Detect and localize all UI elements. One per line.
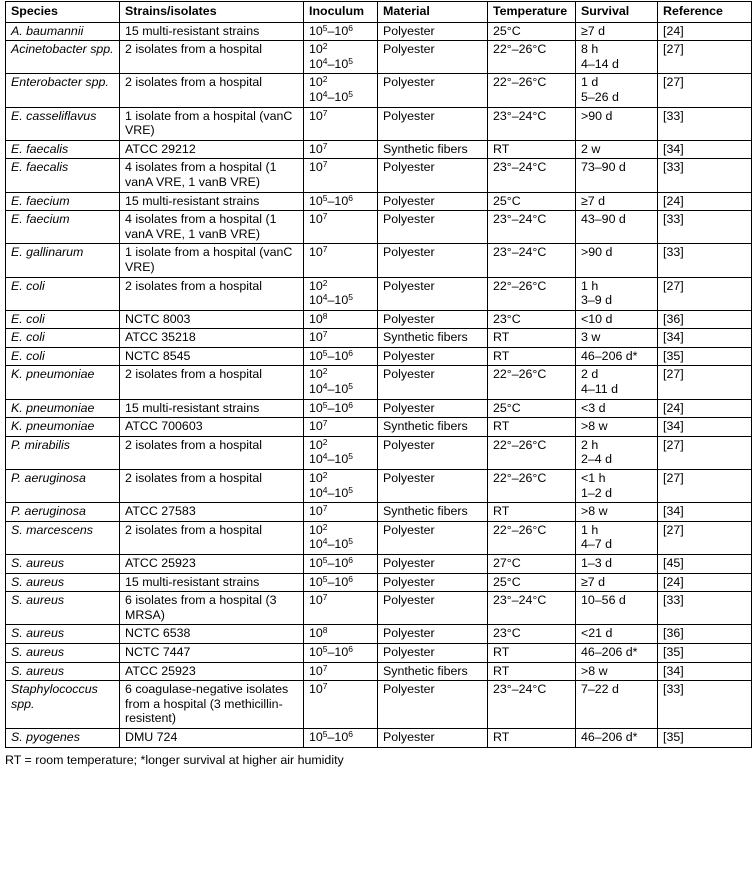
table-row: [6, 662, 752, 681]
cell-species: E. faecium: [6, 192, 120, 211]
cell-inoculum: $10^5-10^6$: [304, 643, 378, 662]
cell-survival: >8 w: [576, 503, 658, 522]
table-row: [6, 74, 752, 107]
cell-temperature: 23°–24°C: [488, 211, 576, 244]
cell-species: E. coli: [6, 347, 120, 366]
cell-temperature: 25°C: [488, 22, 576, 41]
cell-strains: 4 isolates from a hospital (1 vanA VRE, 1 vanB VRE): [120, 211, 304, 244]
cell-inoculum: $10^7$: [304, 244, 378, 277]
cell-inoculum: $10^5-10^6$: [304, 347, 378, 366]
cell-temperature: 22°–26°C: [488, 366, 576, 399]
cell-survival: 46–206 d*: [576, 728, 658, 747]
cell-inoculum: $10^8$: [304, 625, 378, 644]
cell-reference: [35]: [658, 347, 752, 366]
cell-temperature: 22°–26°C: [488, 41, 576, 74]
cell-strains: ATCC 35218: [120, 329, 304, 348]
cell-survival: <3 d: [576, 399, 658, 418]
cell-survival: 3 w: [576, 329, 658, 348]
cell-inoculum: $10^7$: [304, 140, 378, 159]
cell-reference: [33]: [658, 592, 752, 625]
cell-species: E. coli: [6, 277, 120, 310]
header-row: [6, 2, 752, 23]
cell-temperature: 23°–24°C: [488, 107, 576, 140]
cell-temperature: 25°C: [488, 573, 576, 592]
cell-reference: [24]: [658, 573, 752, 592]
cell-survival: 1 h 3–9 d: [576, 277, 658, 310]
cell-survival: ≥7 d: [576, 22, 658, 41]
cell-inoculum: $10^2$ $10^4-10^5$: [304, 277, 378, 310]
cell-material: Polyester: [378, 436, 488, 469]
cell-material: Polyester: [378, 277, 488, 310]
cell-survival: 46–206 d*: [576, 347, 658, 366]
cell-strains: 2 isolates from a hospital: [120, 366, 304, 399]
cell-material: Polyester: [378, 107, 488, 140]
cell-material: Polyester: [378, 728, 488, 747]
cell-strains: 6 isolates from a hospital (3 MRSA): [120, 592, 304, 625]
header-species: Species: [6, 2, 120, 23]
cell-reference: [27]: [658, 74, 752, 107]
cell-reference: [33]: [658, 244, 752, 277]
cell-reference: [27]: [658, 470, 752, 503]
cell-strains: ATCC 25923: [120, 662, 304, 681]
cell-species: P. mirabilis: [6, 436, 120, 469]
cell-material: Polyester: [378, 643, 488, 662]
cell-reference: [34]: [658, 503, 752, 522]
cell-strains: NCTC 8003: [120, 310, 304, 329]
cell-species: S. aureus: [6, 573, 120, 592]
cell-reference: [24]: [658, 399, 752, 418]
cell-strains: ATCC 29212: [120, 140, 304, 159]
table-row: [6, 681, 752, 729]
cell-temperature: 23°–24°C: [488, 592, 576, 625]
cell-inoculum: $10^2$ $10^4-10^5$: [304, 41, 378, 74]
table-row: [6, 192, 752, 211]
cell-temperature: RT: [488, 643, 576, 662]
cell-reference: [36]: [658, 310, 752, 329]
table-row: [6, 573, 752, 592]
cell-material: Polyester: [378, 592, 488, 625]
table-row: [6, 643, 752, 662]
cell-material: Polyester: [378, 41, 488, 74]
cell-species: S. aureus: [6, 555, 120, 574]
cell-species: A. baumannii: [6, 22, 120, 41]
cell-temperature: 22°–26°C: [488, 277, 576, 310]
cell-strains: 2 isolates from a hospital: [120, 436, 304, 469]
cell-survival: 43–90 d: [576, 211, 658, 244]
cell-strains: 15 multi-resistant strains: [120, 573, 304, 592]
table-row: [6, 470, 752, 503]
table-row: [6, 503, 752, 522]
cell-reference: [33]: [658, 681, 752, 729]
cell-strains: ATCC 700603: [120, 418, 304, 437]
cell-material: Polyester: [378, 347, 488, 366]
table-row: [6, 107, 752, 140]
cell-material: Polyester: [378, 366, 488, 399]
table-row: [6, 399, 752, 418]
cell-strains: 15 multi-resistant strains: [120, 399, 304, 418]
cell-temperature: 22°–26°C: [488, 436, 576, 469]
cell-material: Synthetic fibers: [378, 140, 488, 159]
cell-inoculum: $10^5-10^6$: [304, 399, 378, 418]
cell-survival: 46–206 d*: [576, 643, 658, 662]
cell-temperature: RT: [488, 418, 576, 437]
table-row: [6, 728, 752, 747]
cell-inoculum: $10^2$ $10^4-10^5$: [304, 521, 378, 554]
cell-reference: [27]: [658, 41, 752, 74]
header-inoculum: Inoculum: [304, 2, 378, 23]
cell-reference: [33]: [658, 159, 752, 192]
cell-reference: [45]: [658, 555, 752, 574]
cell-material: Polyester: [378, 625, 488, 644]
cell-reference: [27]: [658, 277, 752, 310]
table-row: [6, 625, 752, 644]
cell-species: E. coli: [6, 329, 120, 348]
cell-reference: [24]: [658, 192, 752, 211]
table-row: [6, 329, 752, 348]
cell-reference: [34]: [658, 140, 752, 159]
table-row: [6, 521, 752, 554]
cell-material: Synthetic fibers: [378, 662, 488, 681]
cell-inoculum: $10^7$: [304, 681, 378, 729]
survival-table-container: [5, 1, 751, 768]
cell-species: S. aureus: [6, 662, 120, 681]
cell-species: S. aureus: [6, 643, 120, 662]
cell-inoculum: $10^7$: [304, 592, 378, 625]
cell-reference: [34]: [658, 662, 752, 681]
cell-strains: ATCC 25923: [120, 555, 304, 574]
cell-survival: 73–90 d: [576, 159, 658, 192]
cell-species: P. aeruginosa: [6, 470, 120, 503]
cell-temperature: 23°–24°C: [488, 244, 576, 277]
header-material: Material: [378, 2, 488, 23]
cell-strains: NCTC 7447: [120, 643, 304, 662]
cell-material: Polyester: [378, 74, 488, 107]
header-temperature: Temperature: [488, 2, 576, 23]
cell-strains: 2 isolates from a hospital: [120, 277, 304, 310]
cell-species: S. marcescens: [6, 521, 120, 554]
cell-material: Synthetic fibers: [378, 418, 488, 437]
table-row: [6, 592, 752, 625]
cell-inoculum: $10^2$ $10^4-10^5$: [304, 366, 378, 399]
cell-inoculum: $10^7$: [304, 329, 378, 348]
cell-species: Staphylococcus spp.: [6, 681, 120, 729]
cell-species: E. casseliflavus: [6, 107, 120, 140]
cell-material: Synthetic fibers: [378, 503, 488, 522]
cell-strains: ATCC 27583: [120, 503, 304, 522]
table-row: [6, 22, 752, 41]
cell-species: E. faecium: [6, 211, 120, 244]
cell-reference: [34]: [658, 329, 752, 348]
table-row: [6, 418, 752, 437]
cell-strains: 2 isolates from a hospital: [120, 41, 304, 74]
cell-species: S. aureus: [6, 625, 120, 644]
table-row: [6, 159, 752, 192]
cell-strains: 6 coagulase-negative isolates from a hospital (3 methicillin-resistent): [120, 681, 304, 729]
cell-survival: 2 w: [576, 140, 658, 159]
cell-survival: >90 d: [576, 107, 658, 140]
cell-reference: [35]: [658, 643, 752, 662]
cell-species: P. aeruginosa: [6, 503, 120, 522]
table-row: [6, 211, 752, 244]
cell-temperature: 23°–24°C: [488, 681, 576, 729]
cell-strains: 1 isolate from a hospital (vanC VRE): [120, 244, 304, 277]
table-row: [6, 436, 752, 469]
cell-survival: 7–22 d: [576, 681, 658, 729]
cell-material: Polyester: [378, 470, 488, 503]
cell-strains: NCTC 6538: [120, 625, 304, 644]
cell-inoculum: $10^7$: [304, 503, 378, 522]
cell-species: E. faecalis: [6, 140, 120, 159]
cell-temperature: 23°C: [488, 310, 576, 329]
cell-inoculum: $10^5-10^6$: [304, 573, 378, 592]
cell-survival: 1 d 5–26 d: [576, 74, 658, 107]
table-row: [6, 277, 752, 310]
cell-reference: [35]: [658, 728, 752, 747]
cell-strains: 4 isolates from a hospital (1 vanA VRE, 1 vanB VRE): [120, 159, 304, 192]
cell-survival: ≥7 d: [576, 573, 658, 592]
cell-inoculum: $10^7$: [304, 662, 378, 681]
cell-strains: NCTC 8545: [120, 347, 304, 366]
cell-reference: [33]: [658, 211, 752, 244]
cell-reference: [36]: [658, 625, 752, 644]
cell-survival: 1 h 4–7 d: [576, 521, 658, 554]
header-survival: Survival: [576, 2, 658, 23]
cell-survival: <10 d: [576, 310, 658, 329]
cell-strains: DMU 724: [120, 728, 304, 747]
cell-inoculum: $10^2$ $10^4-10^5$: [304, 74, 378, 107]
cell-species: K. pneumoniae: [6, 418, 120, 437]
cell-material: Polyester: [378, 22, 488, 41]
table-row: [6, 347, 752, 366]
cell-inoculum: $10^7$: [304, 107, 378, 140]
cell-strains: 1 isolate from a hospital (vanC VRE): [120, 107, 304, 140]
cell-species: E. gallinarum: [6, 244, 120, 277]
cell-strains: 15 multi-resistant strains: [120, 192, 304, 211]
table-row: [6, 310, 752, 329]
cell-temperature: RT: [488, 329, 576, 348]
survival-table: [5, 1, 752, 748]
cell-inoculum: $10^5-10^6$: [304, 555, 378, 574]
cell-reference: [33]: [658, 107, 752, 140]
cell-strains: 15 multi-resistant strains: [120, 22, 304, 41]
cell-temperature: RT: [488, 728, 576, 747]
cell-material: Polyester: [378, 159, 488, 192]
cell-inoculum: $10^5-10^6$: [304, 192, 378, 211]
cell-survival: >8 w: [576, 662, 658, 681]
cell-temperature: RT: [488, 140, 576, 159]
cell-survival: >90 d: [576, 244, 658, 277]
cell-temperature: 22°–26°C: [488, 470, 576, 503]
cell-temperature: 23°–24°C: [488, 159, 576, 192]
cell-strains: 2 isolates from a hospital: [120, 470, 304, 503]
cell-inoculum: $10^2$ $10^4-10^5$: [304, 436, 378, 469]
cell-material: Polyester: [378, 244, 488, 277]
cell-survival: ≥7 d: [576, 192, 658, 211]
cell-inoculum: $10^5-10^6$: [304, 22, 378, 41]
header-reference: Reference: [658, 2, 752, 23]
table-body: [6, 22, 752, 747]
cell-species: E. faecalis: [6, 159, 120, 192]
cell-species: K. pneumoniae: [6, 366, 120, 399]
cell-temperature: 27°C: [488, 555, 576, 574]
cell-species: E. coli: [6, 310, 120, 329]
cell-inoculum: $10^2$ $10^4-10^5$: [304, 470, 378, 503]
cell-reference: [27]: [658, 366, 752, 399]
cell-reference: [34]: [658, 418, 752, 437]
cell-survival: 8 h 4–14 d: [576, 41, 658, 74]
cell-temperature: 22°–26°C: [488, 74, 576, 107]
cell-temperature: 25°C: [488, 192, 576, 211]
cell-inoculum: $10^7$: [304, 211, 378, 244]
cell-species: K. pneumoniae: [6, 399, 120, 418]
cell-temperature: 25°C: [488, 399, 576, 418]
cell-survival: 2 d 4–11 d: [576, 366, 658, 399]
table-row: [6, 41, 752, 74]
cell-temperature: RT: [488, 347, 576, 366]
cell-species: S. pyogenes: [6, 728, 120, 747]
cell-material: Polyester: [378, 211, 488, 244]
cell-strains: 2 isolates from a hospital: [120, 521, 304, 554]
table-row: [6, 555, 752, 574]
cell-reference: [24]: [658, 22, 752, 41]
cell-reference: [27]: [658, 521, 752, 554]
cell-strains: 2 isolates from a hospital: [120, 74, 304, 107]
cell-material: Polyester: [378, 399, 488, 418]
cell-temperature: 23°C: [488, 625, 576, 644]
cell-material: Polyester: [378, 573, 488, 592]
table-row: [6, 140, 752, 159]
cell-species: Enterobacter spp.: [6, 74, 120, 107]
cell-survival: <1 h 1–2 d: [576, 470, 658, 503]
cell-material: Polyester: [378, 521, 488, 554]
cell-reference: [27]: [658, 436, 752, 469]
cell-temperature: 22°–26°C: [488, 521, 576, 554]
cell-survival: 2 h 2–4 d: [576, 436, 658, 469]
cell-inoculum: $10^7$: [304, 418, 378, 437]
cell-temperature: RT: [488, 662, 576, 681]
cell-survival: >8 w: [576, 418, 658, 437]
cell-survival: <21 d: [576, 625, 658, 644]
cell-species: Acinetobacter spp.: [6, 41, 120, 74]
cell-species: S. aureus: [6, 592, 120, 625]
cell-temperature: RT: [488, 503, 576, 522]
table-row: [6, 244, 752, 277]
cell-material: Polyester: [378, 192, 488, 211]
cell-material: Polyester: [378, 310, 488, 329]
cell-inoculum: $10^8$: [304, 310, 378, 329]
cell-survival: 10–56 d: [576, 592, 658, 625]
cell-survival: 1–3 d: [576, 555, 658, 574]
cell-material: Polyester: [378, 681, 488, 729]
cell-inoculum: $10^7$: [304, 159, 378, 192]
cell-inoculum: $10^5-10^6$: [304, 728, 378, 747]
header-strains: Strains/isolates: [120, 2, 304, 23]
table-row: [6, 366, 752, 399]
cell-material: Polyester: [378, 555, 488, 574]
table-footnote: RT = room temperature; *longer survival at higher air humidity: [5, 752, 344, 767]
cell-material: Synthetic fibers: [378, 329, 488, 348]
